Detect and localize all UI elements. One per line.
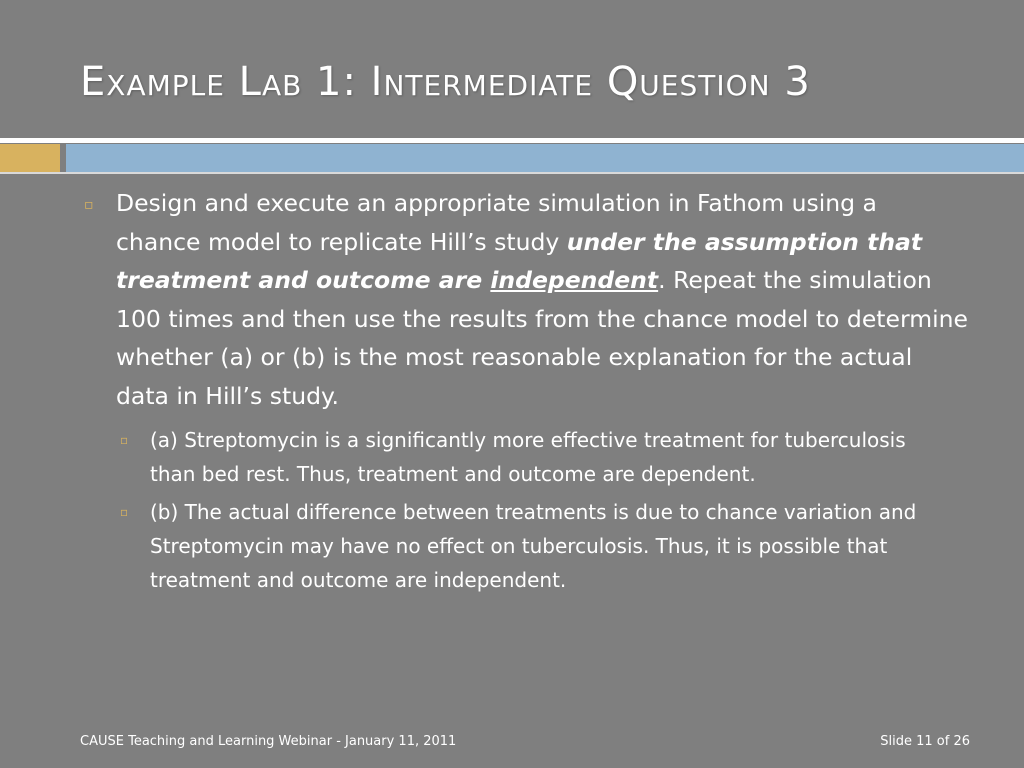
slide-content: [72, 184, 982, 597]
divider-gold-bar: [0, 144, 60, 172]
square-bullet-icon: ▫: [120, 505, 129, 519]
sub-bullet-text: (a) Streptomycin is a significantly more effective treatment for tuberculosis than bed rest. Thus, treatment and outcome are dependent.: [150, 428, 906, 486]
bullet-emphasis-underlined: independent: [490, 266, 659, 294]
bullet-text: [116, 184, 968, 415]
title-divider: [0, 138, 1024, 174]
sub-bullet-item: [116, 495, 982, 597]
divider-blue-bar: [66, 144, 1024, 172]
footer-event-text: CAUSE Teaching and Learning Webinar - January 11, 2011: [80, 734, 457, 749]
sub-bullet-text: (b) The actual difference between treatments is due to chance variation and Streptomycin may have no effect on tuberculosis. Thus, it is possible that treatment and outcome are independent.: [150, 500, 917, 592]
sub-bullet-item: [116, 423, 982, 491]
square-bullet-icon: ▫: [84, 197, 94, 213]
bullet-emphasis-text: under the assumption that treatment and outcome are: [116, 227, 923, 294]
divider-line-top: [0, 138, 1024, 143]
slide-title: Example Lab 1: Intermediate Question 3: [80, 59, 811, 105]
bullet-text-part1: Design and execute an appropriate simulation in Fathom using a chance model to replicate Hill’s study: [116, 189, 877, 256]
bullet-text-part2: . Repeat the simulation 100 times and then use the results from the chance model to determine whether (a) or (b) is the most reasonable explanation for the actual data in Hill’s study.: [116, 266, 968, 410]
slide-number: Slide 11 of 26: [880, 734, 970, 749]
divider-line-bottom: [0, 172, 1024, 174]
square-bullet-icon: ▫: [120, 433, 129, 447]
bullet-item: [72, 184, 982, 415]
